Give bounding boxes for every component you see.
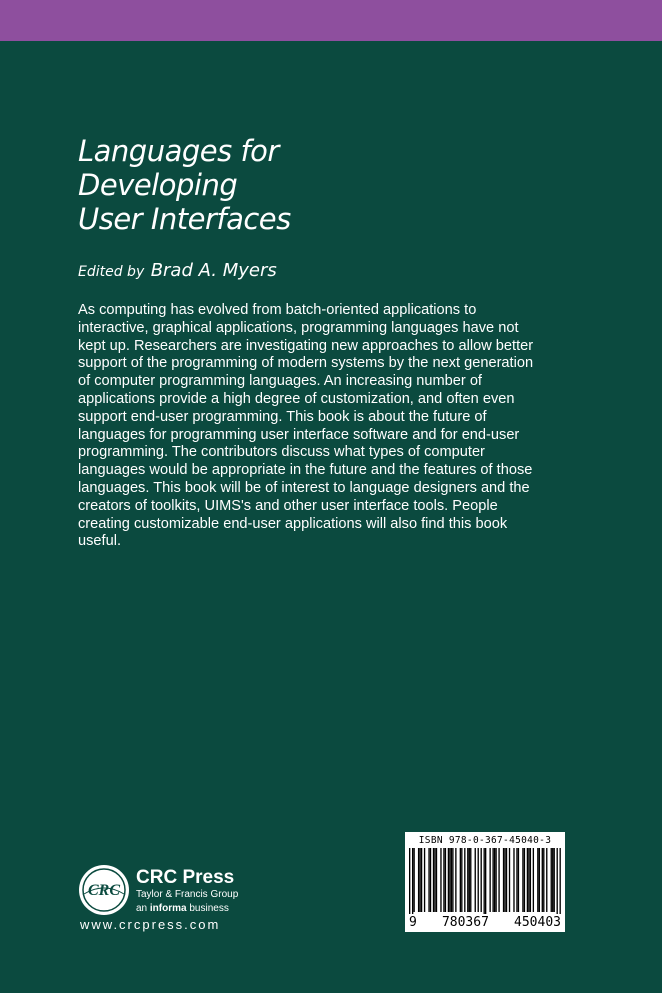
barcode-bar xyxy=(528,848,529,912)
barcode-bar xyxy=(492,848,493,912)
crc-logo-text: CRC xyxy=(87,882,121,899)
barcode-bar xyxy=(436,848,437,912)
barcode-bar xyxy=(560,848,561,914)
barcode-bar xyxy=(478,848,479,912)
barcode-bar xyxy=(513,848,514,912)
barcode-bar xyxy=(506,848,507,912)
barcode-digits xyxy=(405,915,565,930)
barcode-bar xyxy=(551,848,552,912)
barcode-bar xyxy=(495,848,496,912)
barcode-bar xyxy=(530,848,531,912)
barcode-bar xyxy=(409,848,410,914)
barcode xyxy=(405,832,565,932)
barcode-bar xyxy=(418,848,419,912)
title-line-3: User Interfaces xyxy=(78,202,291,236)
barcode-left-group: 780367 xyxy=(441,915,489,930)
book-title xyxy=(78,134,478,236)
barcode-bar xyxy=(485,848,486,914)
editor-name: Brad A. Myers xyxy=(150,260,277,281)
barcode-bar xyxy=(419,848,420,912)
publisher-name: CRC Press xyxy=(136,867,235,888)
barcode-bar xyxy=(412,848,413,914)
barcode-bar xyxy=(455,848,456,912)
isbn-label: ISBN 978-0-367-45040-3 xyxy=(418,835,552,846)
barcode-bar xyxy=(518,848,519,912)
barcode-bar xyxy=(443,848,444,912)
barcode-bar xyxy=(448,848,449,912)
barcode-bar xyxy=(449,848,450,912)
barcode-bar xyxy=(433,848,434,912)
barcode-bar xyxy=(464,848,465,912)
barcode-bar xyxy=(421,848,422,912)
publisher-group: Taylor & Francis Group xyxy=(136,889,239,900)
barcode-bar xyxy=(543,848,544,912)
barcode-bar xyxy=(481,848,482,912)
barcode-right-group: 450403 xyxy=(514,915,561,930)
publisher-url: www.crcpress.com xyxy=(80,917,221,932)
publisher-block xyxy=(78,864,338,934)
barcode-bar xyxy=(552,848,553,912)
barcode-bar xyxy=(467,848,468,912)
barcode-bars xyxy=(409,848,561,914)
barcode-bar xyxy=(537,848,538,912)
barcode-bar xyxy=(440,848,441,912)
barcode-bar xyxy=(445,848,446,912)
barcode-bar xyxy=(504,848,505,912)
barcode-bar xyxy=(494,848,495,912)
barcode-bar xyxy=(413,848,414,912)
barcode-bar xyxy=(452,848,453,912)
barcode-bar xyxy=(524,848,525,912)
barcode-bar xyxy=(498,848,499,912)
barcode-first-digit: 9 xyxy=(409,915,417,930)
barcode-bar xyxy=(522,848,523,912)
barcode-bar xyxy=(460,848,461,912)
barcode-bar xyxy=(461,848,462,912)
top-color-band xyxy=(0,0,662,41)
barcode-bar xyxy=(434,848,435,912)
barcode-bar xyxy=(428,848,429,912)
barcode-bar xyxy=(469,848,470,912)
barcode-bar xyxy=(484,848,485,914)
informa-suffix: business xyxy=(189,903,229,914)
barcode-bar xyxy=(516,848,517,912)
barcode-bar xyxy=(475,848,476,912)
barcode-bar xyxy=(554,848,555,912)
informa-prefix: an xyxy=(136,903,148,914)
publisher-informa xyxy=(136,903,229,914)
barcode-bar xyxy=(527,848,528,912)
barcode-bar xyxy=(542,848,543,912)
barcode-bar xyxy=(557,848,558,914)
crc-logo-icon xyxy=(78,864,130,916)
barcode-bar xyxy=(509,848,510,912)
barcode-bar xyxy=(539,848,540,912)
barcode-bar xyxy=(424,848,425,912)
book-description: As computing has evolved from batch-oriented applications to interactive, graphical applications, programming languages have not kept up. Researchers are investigating new approaches to allow better support of the programming of modern systems by the next generation of computer programming languages. An increasing number of applications provide a high degree of customization, and often even support end-user programming. This book is about the future of languages for programming user interface software and for end-user programming. The contributors discuss what types of computer languages would be appropriate in the future and the features of those languages. This book will be of interest to language designers and the creators of toolkits, UIMS's and other user interface tools. People creating customizable end-user applications will also find this book useful. xyxy=(78,302,534,550)
editor-credit xyxy=(78,260,277,281)
barcode-bar xyxy=(503,848,504,912)
barcode-bar xyxy=(546,848,547,912)
informa-name: informa xyxy=(149,903,187,914)
title-line-2: Developing xyxy=(78,168,238,202)
barcode-bar xyxy=(533,848,534,912)
barcode-bar xyxy=(470,848,471,912)
title-line-1: Languages for xyxy=(78,134,279,168)
barcode-bar xyxy=(451,848,452,912)
barcode-bar xyxy=(489,848,490,912)
barcode-bar xyxy=(430,848,431,912)
edited-by-label: Edited by xyxy=(78,264,145,280)
